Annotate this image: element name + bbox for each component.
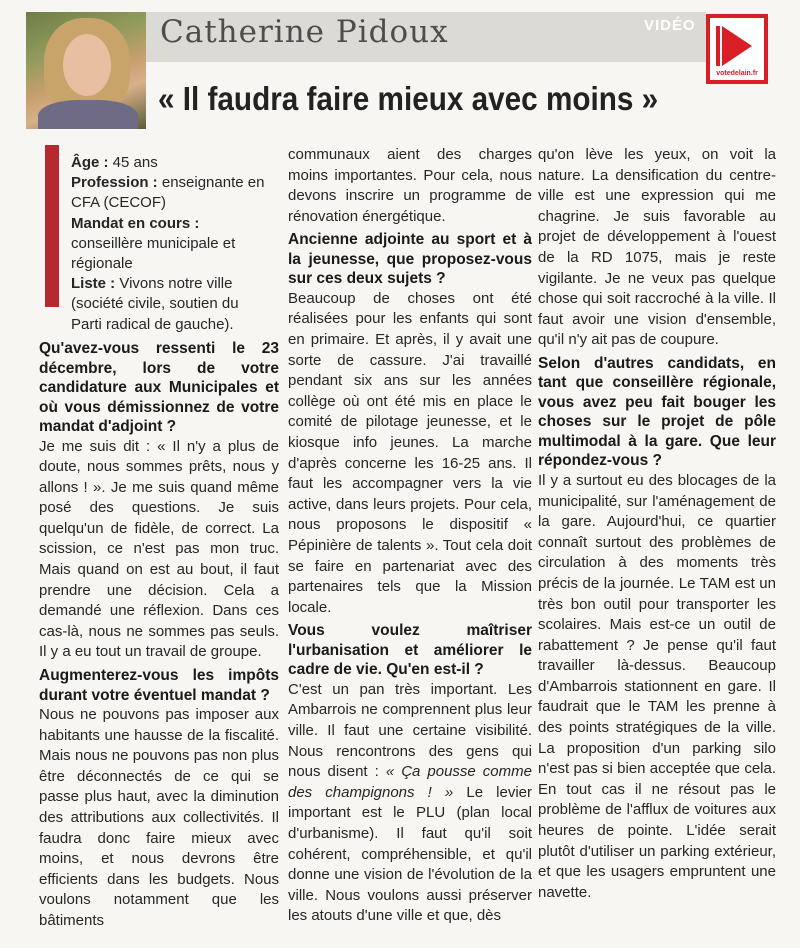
- interviewee-name: Catherine Pidoux: [160, 14, 449, 50]
- answer-3: Beaucoup de choses ont été réalisées pour les enfants qui sont en primaire. Et après, il y avait une sorte de cassure. J'ai travaillé pendant six ans sur les années collège où ont été mis en place le comité de pilotage jeunesse, et le kiosque info jeunes. La marche d'après concerne les 16-25 ans. Il faut les accompagner vers la vie active, dans leurs projets. Pour cela, nous proposons le dispositif « Pépinière de talents ». Tout cela doit se faire en partenariat avec des partenaires tels que la Mission locale.: [288, 289, 532, 616]
- answer-2-continued: communaux aient des charges moins importantes. Pour cela, nous devons inscrire un programme de rénovation énergétique.: [288, 146, 532, 225]
- infobox-accent-bar: [45, 145, 59, 307]
- answer-1: Je me suis dit : « Il n'y a plus de doute, nous sommes prêts, nous y allons ! ». Je me suis quand même posé des questions. Je suis quelqu'un de fidèle, de correct. La scission, ce n'est pas mon truc. Mais quand on est au bout, il faut prendre une décision. Cela a demandé une réflexion. Dans ces cas-là, nous ne sommes pas seuls. Il y a eu tout un travail de groupe.: [39, 437, 279, 661]
- portrait-shirt: [38, 100, 138, 129]
- question-3: Ancienne adjointe au sport et à la jeunesse, que proposez-vous sur ces deux sujets ?: [288, 231, 532, 288]
- profile-infobox: [39, 145, 279, 333]
- headline: « Il faudra faire mieux avec moins »: [158, 80, 659, 117]
- column-3: [538, 145, 776, 903]
- logo-site-text: votedelain.fr: [716, 70, 758, 77]
- question-1: Qu'avez-vous ressenti le 23 décembre, lors de votre candidature aux Municipales et où vous démissionnez de votre mandat d'adjoint ?: [39, 340, 279, 435]
- portrait-photo: [26, 12, 146, 129]
- column-1: [39, 145, 279, 932]
- infobox-liste: Liste : Vivons notre ville (société civile, soutien du Parti radical de gauche).: [71, 275, 239, 333]
- answer-5: Il y a surtout eu des blocages de la municipalité, sur l'aménagement de la gare. Aujourd'hui, ce quartier connaît surtout des problèmes de circulation à des moments très précis de la journée. Le TAM est un très bon outil pour transporter les scolaires. Mais est-ce un outil de rabattement ? Je pense qu'il faut travailler là-dessus. Beaucoup d'Ambarrois stationnent en gare. Il faudrait que le TAM les prenne à des points stratégiques de la ville. La proposition d'un parking silo n'est pas si bien acceptée que cela. En tout cas il ne résout pas le problème de l'afflux de voitures aux heures de pointe. L'idée serait plutôt d'utiliser un parking extérieur, et que les usagers empruntent une navette.: [538, 471, 776, 901]
- infobox-mandat: Mandat en cours : conseillère municipale et régionale: [71, 214, 236, 273]
- portrait-face: [63, 34, 111, 96]
- quote-champignons: « Ça pousse comme des champignons ! »: [288, 763, 532, 801]
- answer-4: C'est un pan très important. Les Ambarrois ne comprennent plus leur ville. Il faut une certaine visibilité. Nous rencontrons des gens qui nous disent : « Ça pousse comme des champignons ! » Le levier important est le PLU (plan local d'urbanisme). Il faut qu'il soit cohérent, compréhensible, et qu'il donne une vision de l'évolution de la ville. Nous voulons aussi préserver les atouts d'une ville et que, dès: [288, 680, 532, 925]
- video-label: VIDÉO: [644, 17, 696, 34]
- logo-bar-icon: [716, 26, 720, 66]
- infobox-age: Âge : 45 ans: [71, 154, 158, 171]
- play-icon: [722, 26, 752, 66]
- answer-2: Nous ne pouvons pas imposer aux habitants une hausse de la fiscalité. Mais nous ne pouvons pas non plus être déconnectés de ce qui se passe plus haut, avec la diminution des attributions aux collectivités. Il faudra donc faire mieux avec moins, et nous devrons être efficients dans les budgets. Nous voulons notamment que les bâtiments: [39, 706, 279, 929]
- column-2: [288, 145, 532, 927]
- question-5: Selon d'autres candidats, en tant que conseillère régionale, vous avez peu fait bouger les choses sur le projet de pôle multimodal à la gare. Que leur répondez-vous ?: [538, 354, 776, 470]
- question-4: Vous voulez maîtriser l'urbanisation et améliorer le cadre de vie. Qu'en est-il ?: [288, 622, 532, 679]
- video-play-logo[interactable]: [706, 14, 768, 84]
- infobox-profession: Profession : enseignante en CFA (CECOF): [71, 174, 265, 212]
- question-2: Augmenterez-vous les impôts durant votre éventuel mandat ?: [39, 667, 279, 704]
- answer-4-continued: qu'on lève les yeux, on voit la nature. La densification du centre-ville est une expression qui me chagrine. Je suis favorable au projet de développement à l'ouest de la RD 1075, mais je reste vigilante. Je ne veux pas quelque chose qui soit raccroché à la ville. Il faut avoir une vision d'ensemble, qu'il n'y ait pas de coupure.: [538, 146, 776, 349]
